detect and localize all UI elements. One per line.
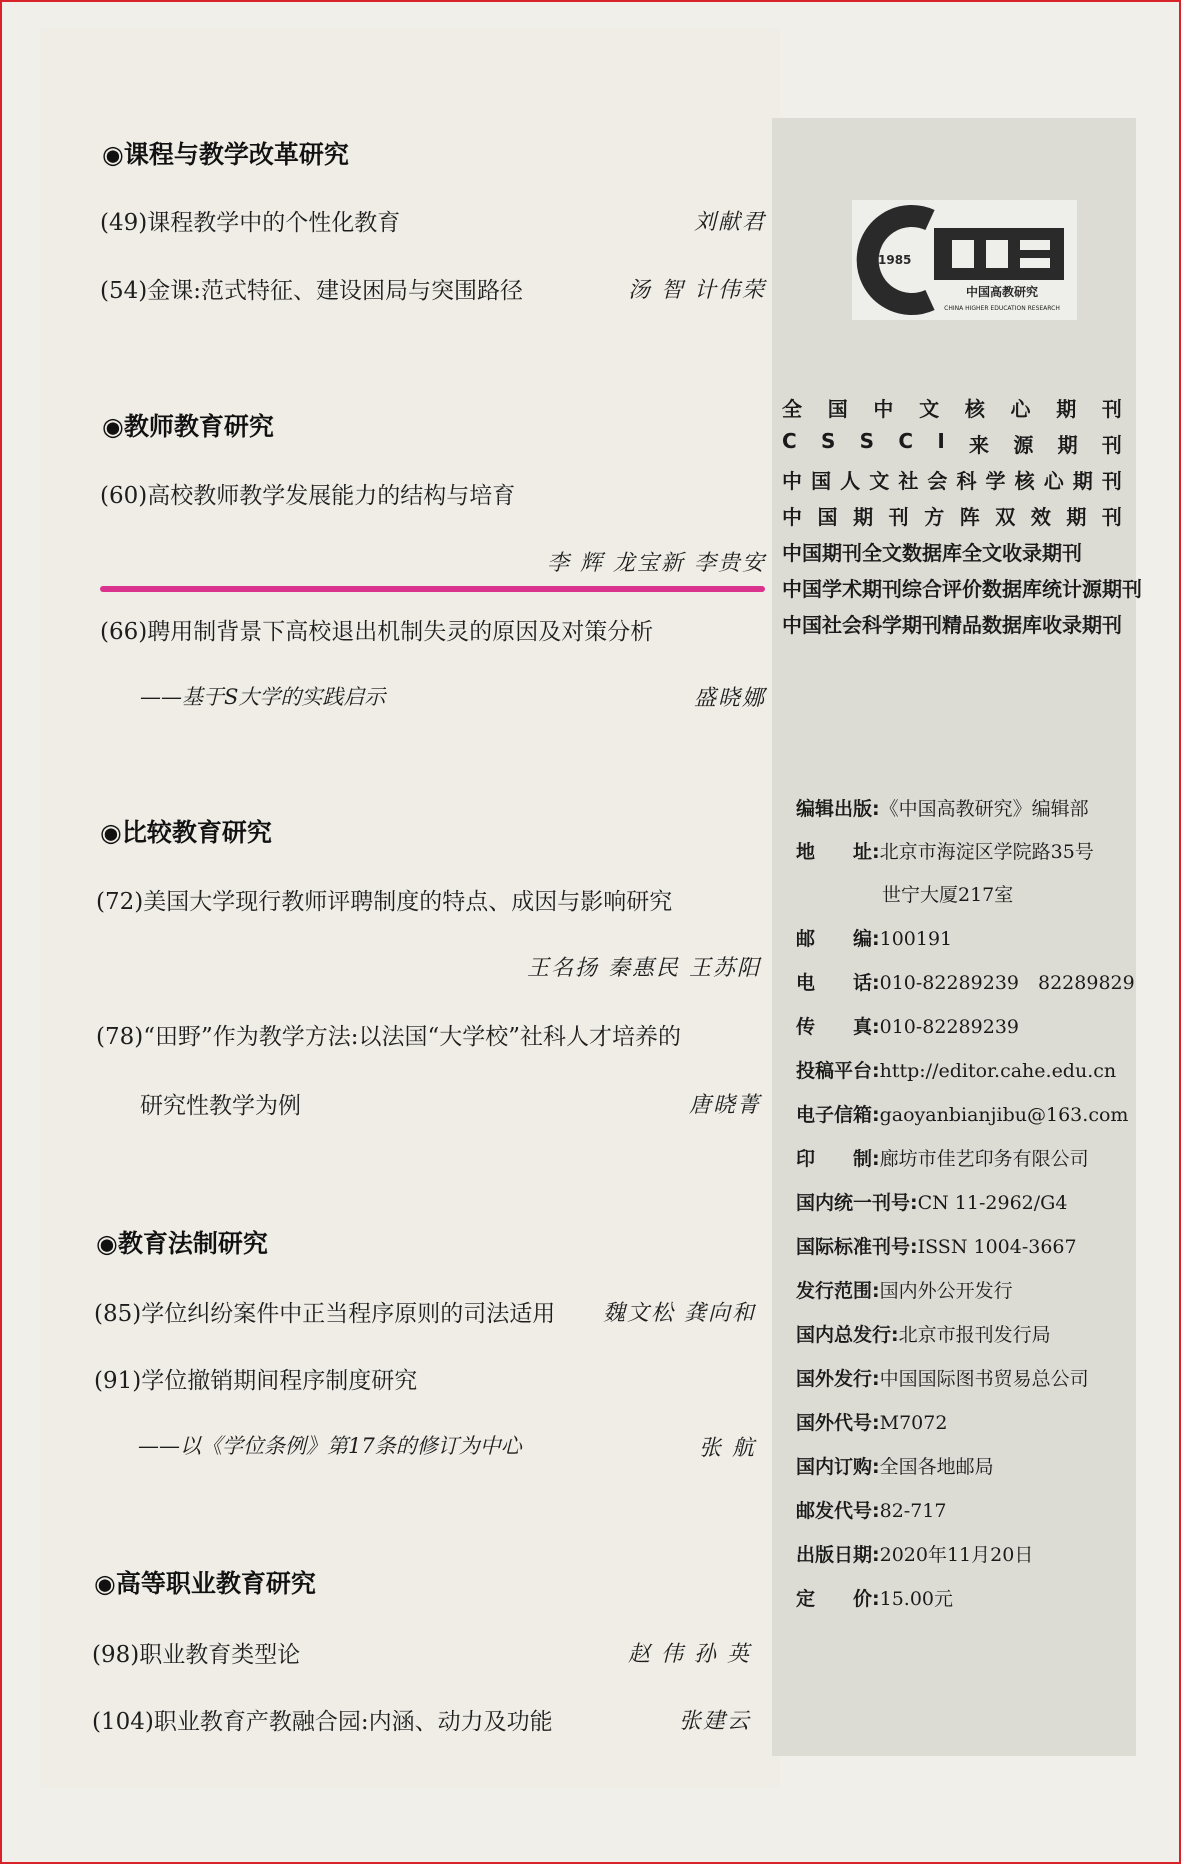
info-line <box>796 1276 1013 1303</box>
ranking-char: S <box>859 429 875 453</box>
info-value: 15.00元 <box>879 1588 954 1610</box>
ranking-char: 文 <box>919 397 940 421</box>
info-line <box>796 1100 1128 1127</box>
info-line <box>796 1188 1067 1215</box>
ranking-char: 中 <box>782 505 802 529</box>
ranking-char: 文 <box>869 469 890 493</box>
info-label: 国内统一刊号: <box>796 1192 918 1214</box>
info-label: 电子信箱: <box>796 1104 880 1126</box>
info-label: 国外发行: <box>796 1368 880 1390</box>
info-line <box>796 1320 1051 1347</box>
info-label: 出版日期: <box>796 1544 880 1566</box>
article-authors: 魏文松 龚向和 <box>603 1301 756 1326</box>
article-subtitle: ——基于S大学的实践启示 <box>140 685 386 709</box>
info-label: 定 价: <box>796 1588 880 1610</box>
ranking-char: 期 <box>1072 469 1093 493</box>
article-title: (54)金课:范式特征、建设困局与突围路径 <box>100 278 523 304</box>
info-label: 电 话: <box>796 972 880 994</box>
info-label: 发行范围: <box>796 1280 880 1302</box>
ranking-line: 中国社会科学期刊精品数据库收录期刊 <box>782 613 1122 637</box>
ranking-char: S <box>820 429 836 453</box>
journal-logo-icon <box>852 200 1077 320</box>
ranking-char: 国 <box>827 397 848 421</box>
info-value: 《中国高教研究》编辑部 <box>879 798 1089 820</box>
info-label: 地 址: <box>796 841 880 863</box>
article-title: (49)课程教学中的个性化教育 <box>100 210 401 236</box>
ranking-line: 中国学术期刊综合评价数据库统计源期刊 <box>782 577 1142 601</box>
ranking-char: 效 <box>1030 505 1051 529</box>
ranking-char: 源 <box>1013 433 1034 457</box>
ranking-char: 核 <box>964 397 985 421</box>
info-line <box>796 1144 1089 1171</box>
section-heading-comparative-education: ◉比较教育研究 <box>100 818 272 847</box>
info-line <box>882 880 1013 907</box>
info-line <box>796 968 1135 995</box>
ranking-char: 刊 <box>1101 505 1122 529</box>
ranking-line <box>782 429 1122 458</box>
info-label: 印 制: <box>796 1148 880 1170</box>
article-title: (85)学位纠纷案件中正当程序原则的司法适用 <box>94 1301 556 1327</box>
ranking-char: 方 <box>924 505 945 529</box>
info-line <box>796 1496 946 1523</box>
info-value: 国内外公开发行 <box>879 1280 1013 1302</box>
info-line <box>796 1408 947 1435</box>
article-title: (78)“田野”作为教学方法:以法国“大学校”社科人才培养的 <box>96 1024 681 1050</box>
info-label: 国际标准刊号: <box>796 1236 918 1258</box>
info-line <box>796 1584 953 1611</box>
ranking-char: 刊 <box>888 505 909 529</box>
article-authors: 王名扬 秦惠民 王苏阳 <box>527 956 761 981</box>
info-line <box>796 924 952 951</box>
ranking-line: 中国期刊全文数据库全文收录期刊 <box>782 541 1082 565</box>
info-value: 100191 <box>879 928 953 950</box>
article-authors: 盛晓娜 <box>693 686 766 711</box>
article-authors: 唐晓菁 <box>688 1093 761 1118</box>
info-value: M7072 <box>879 1412 948 1434</box>
ranking-char: 刊 <box>1101 433 1122 457</box>
info-value: gaoyanbianjibu@163.com <box>879 1104 1129 1126</box>
ranking-char: 全 <box>782 397 802 421</box>
info-label: 传 真: <box>796 1016 880 1038</box>
section-heading-curriculum: ◉课程与教学改革研究 <box>102 140 349 169</box>
article-title-continuation: 研究性教学为例 <box>140 1093 301 1119</box>
article-authors: 赵 伟 孙 英 <box>628 1642 751 1667</box>
ranking-char: 科 <box>956 469 977 493</box>
info-line <box>796 837 1094 864</box>
article-title: (72)美国大学现行教师评聘制度的特点、成因与影响研究 <box>96 889 673 915</box>
info-line <box>796 1364 1089 1391</box>
info-value: 中国国际图书贸易总公司 <box>879 1368 1089 1390</box>
ranking-char: C <box>782 429 797 453</box>
section-heading-education-law: ◉教育法制研究 <box>96 1229 268 1258</box>
ranking-char: 阵 <box>959 505 980 529</box>
ranking-line <box>782 393 1122 422</box>
info-value: http://editor.cahe.edu.cn <box>879 1060 1117 1082</box>
info-value: 010-82289239 82289829 <box>879 972 1135 994</box>
ranking-char: 学 <box>985 469 1006 493</box>
ranking-char: 刊 <box>1101 469 1122 493</box>
info-label: 邮 编: <box>796 928 880 950</box>
ranking-char: 双 <box>995 505 1016 529</box>
article-authors: 李 辉 龙宝新 李贵安 <box>547 551 766 576</box>
ranking-char: 人 <box>840 469 861 493</box>
info-value: ISSN 1004-3667 <box>917 1236 1077 1258</box>
ranking-char: 社 <box>898 469 919 493</box>
ranking-char: 国 <box>811 469 832 493</box>
info-value: 010-82289239 <box>879 1016 1020 1038</box>
logo-year: 1985 <box>878 253 912 267</box>
article-authors: 汤 智 计伟荣 <box>628 278 766 303</box>
info-value: CN 11-2962/G4 <box>917 1192 1068 1214</box>
ranking-char: 中 <box>873 397 894 421</box>
highlight-underline <box>100 586 765 592</box>
ranking-char: C <box>898 429 914 453</box>
ranking-char: I <box>937 429 945 453</box>
logo-name-cn: 中国高教研究 <box>965 285 1039 299</box>
info-value: 2020年11月20日 <box>879 1544 1034 1566</box>
ranking-char: 期 <box>1056 397 1077 421</box>
info-label: 国内总发行: <box>796 1324 899 1346</box>
ranking-char: 期 <box>1066 505 1087 529</box>
info-line <box>796 1056 1116 1083</box>
article-authors: 张 航 <box>699 1436 756 1461</box>
article-title: (91)学位撤销期间程序制度研究 <box>94 1368 418 1394</box>
ranking-char: 心 <box>1043 469 1064 493</box>
info-label: 投稿平台: <box>796 1060 880 1082</box>
ranking-line <box>782 465 1122 494</box>
logo-name-en: CHINA HIGHER EDUCATION RESEARCH <box>944 305 1060 312</box>
article-title: (66)聘用制背景下高校退出机制失灵的原因及对策分析 <box>100 619 654 645</box>
ranking-char: 会 <box>927 469 948 493</box>
info-line <box>796 1012 1019 1039</box>
article-authors: 张建云 <box>678 1709 751 1734</box>
info-label: 编辑出版: <box>796 798 880 820</box>
ranking-char: 期 <box>853 505 874 529</box>
section-heading-vocational-education: ◉高等职业教育研究 <box>94 1569 316 1598</box>
ranking-char: 刊 <box>1101 397 1122 421</box>
article-title: (104)职业教育产教融合园:内涵、动力及功能 <box>92 1709 553 1735</box>
ranking-char: 心 <box>1010 397 1031 421</box>
info-line <box>796 1232 1077 1259</box>
info-value: 北京市海淀区学院路35号 <box>879 841 1094 863</box>
info-label: 国内订购: <box>796 1456 880 1478</box>
ranking-char: 核 <box>1014 469 1035 493</box>
info-line <box>796 794 1089 821</box>
article-authors: 刘献君 <box>693 210 766 235</box>
ranking-line <box>782 501 1122 530</box>
info-value: 全国各地邮局 <box>879 1456 994 1478</box>
info-value: 廊坊市佳艺印务有限公司 <box>879 1148 1089 1170</box>
ranking-char: 来 <box>969 433 990 457</box>
ranking-char: 中 <box>782 469 802 493</box>
info-value: 世宁大厦217室 <box>882 884 1014 906</box>
section-heading-teacher-education: ◉教师教育研究 <box>102 412 274 441</box>
ranking-char: 国 <box>817 505 838 529</box>
article-subtitle: ——以《学位条例》第17条的修订为中心 <box>138 1434 522 1458</box>
info-value: 82-717 <box>879 1500 947 1522</box>
info-value: 北京市报刊发行局 <box>898 1324 1051 1346</box>
info-line <box>796 1540 1033 1567</box>
info-label: 邮发代号: <box>796 1500 880 1522</box>
article-title: (60)高校教师教学发展能力的结构与培育 <box>100 483 516 509</box>
info-line <box>796 1452 994 1479</box>
article-title: (98)职业教育类型论 <box>92 1642 301 1668</box>
ranking-char: 期 <box>1057 433 1078 457</box>
info-label: 国外代号: <box>796 1412 880 1434</box>
